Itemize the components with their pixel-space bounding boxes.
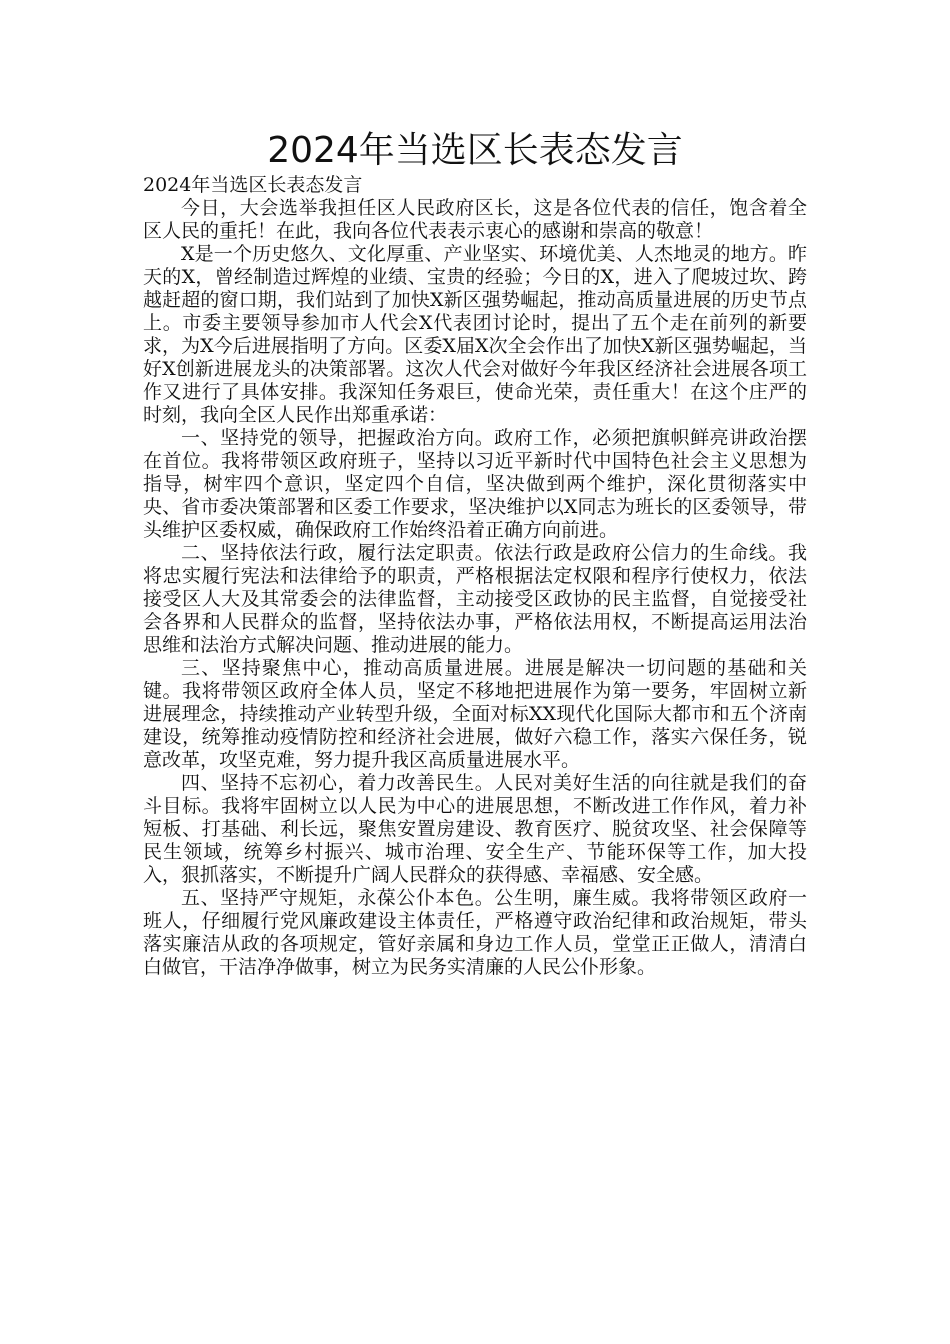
paragraph-opening: 今日，大会选举我担任区人民政府区长，这是各位代表的信任，饱含着全区人民的重托！在此，我向各位代表表示衷心的感谢和崇高的敬意！: [143, 197, 807, 242]
paragraph-commitment-3: 三、坚持聚焦中心，推动高质量进展。进展是解决一切问题的基础和关键。我将带领区政府全体人员，坚定不移地把进展作为第一要务，牢固树立新进展理念，持续推动产业转型升级，全面对标XX现代化国际大都市和五个济南建设，统筹推动疫情防控和经济社会进展，做好六稳工作，落实六保任务，锐意改革，攻坚克难，努力提升我区高质量进展水平。: [143, 657, 807, 771]
paragraph-commitment-4: 四、坚持不忘初心，着力改善民生。人民对美好生活的向往就是我们的奋斗目标。我将牢固树立以人民为中心的进展思想，不断改进工作作风，着力补短板、打基础、利长远，聚焦安置房建设、教育医疗、脱贫攻坚、社会保障等民生领域，统筹乡村振兴、城市治理、安全生产、节能环保等工作，加大投入，狠抓落实，不断提升广阔人民群众的获得感、幸福感、安全感。: [143, 772, 807, 886]
document-page: [143, 128, 807, 979]
document-subtitle: 2024年当选区长表态发言: [143, 174, 363, 196]
paragraph-commitment-5: 五、坚持严守规矩，永葆公仆本色。公生明，廉生威。我将带领区政府一班人，仔细履行党风廉政建设主体责任，严格遵守政治纪律和政治规矩，带头落实廉洁从政的各项规定，管好亲属和身边工作人员，堂堂正正做人，清清白白做官，干洁净净做事，树立为民务实清廉的人民公仆形象。: [143, 887, 807, 978]
paragraph-commitment-1: 一、坚持党的领导，把握政治方向。政府工作，必须把旗帜鲜亮讲政治摆在首位。我将带领区政府班子，坚持以习近平新时代中国特色社会主义思想为指导，树牢四个意识，坚定四个自信，坚决做到两个维护，深化贯彻落实中央、省市委决策部署和区委工作要求，坚决维护以X同志为班长的区委领导，带头维护区委权威，确保政府工作始终沿着正确方向前进。: [143, 427, 807, 541]
paragraph-commitment-2: 二、坚持依法行政，履行法定职责。依法行政是政府公信力的生命线。我将忠实履行宪法和法律给予的职责，严格根据法定权限和程序行使权力，依法接受区人大及其常委会的法律监督，主动接受区政协的民主监督，自觉接受社会各界和人民群众的监督，坚持依法办事，严格依法用权，不断提高运用法治思维和法治方式解决问题、推动进展的能力。: [143, 542, 807, 656]
paragraph-background: X是一个历史悠久、文化厚重、产业坚实、环境优美、人杰地灵的地方。昨天的X，曾经制造过辉煌的业绩、宝贵的经验；今日的X，进入了爬坡过坎、跨越赶超的窗口期，我们站到了加快X新区强势崛起，推动高质量进展的历史节点上。市委主要领导参加市人代会X代表团讨论时，提出了五个走在前列的新要求，为X今后进展指明了方向。区委X届X次全会作出了加快X新区强势崛起，当好X创新进展龙头的决策部署。这次人代会对做好今年我区经济社会进展各项工作又进行了具体安排。我深知任务艰巨，使命光荣，责任重大！在这个庄严的时刻，我向全区人民作出郑重承诺：: [143, 243, 807, 426]
document-title: 2024年当选区长表态发言: [267, 130, 683, 171]
